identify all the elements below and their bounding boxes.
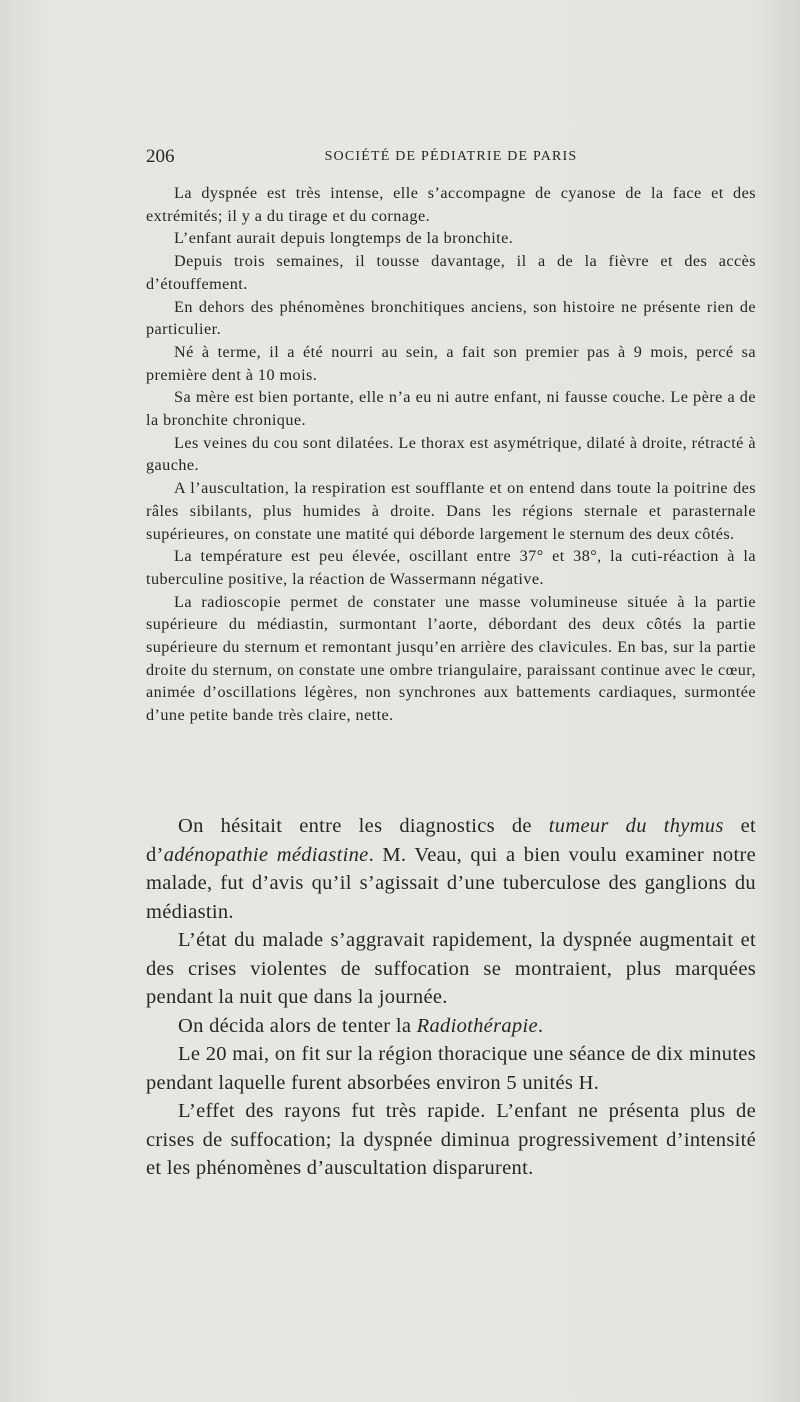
case-paragraph: La température est peu élevée, oscillant entre 37° et 38°, la cuti-réaction à la tuberculine positive, la réaction de Wassermann négative. [146, 547, 756, 588]
discussion-paragraph-diagnosis [146, 812, 756, 926]
italic-term-adenopathy: adénopathie médiastine [163, 843, 369, 866]
discussion-paragraph-treatment [146, 1012, 756, 1041]
text-run: On décida alors de tenter la [178, 1014, 417, 1037]
page-header [146, 146, 756, 172]
discussion-paragraph: L’effet des rayons fut très rapide. L’enfant ne présenta plus de crises de suffocation; la dyspnée diminua progressivement d’intensité et les phénomènes d’auscultation disparurent. [146, 1100, 756, 1179]
discussion-paragraph: Le 20 mai, on fit sur la région thoracique une séance de dix minutes pendant laquelle furent absorbées environ 5 unités H. [146, 1043, 756, 1094]
case-paragraph: La dyspnée est très intense, elle s’accompagne de cyanose de la face et des extrémités; il y a du tirage et du cornage. [146, 184, 756, 225]
running-title: SOCIÉTÉ DE PÉDIATRIE DE PARIS [324, 149, 578, 164]
case-paragraph: L’enfant aurait depuis longtemps de la bronchite. [174, 229, 514, 248]
case-observation [146, 182, 756, 727]
case-paragraph: La radioscopie permet de constater une masse volumineuse située à la partie supérieure du médiastin, surmontant l’aorte, débordant des deux côtés la partie supérieure du sternum et remontant jusqu’en arrière des clavicules. En bas, sur la partie droite du sternum, on constate une ombre triangulaire, paraissant continue avec le cœur, animée d’oscillations légères, non synchrones aux battements cardiaques, surmontée d’une petite bande très claire, nette. [146, 592, 756, 725]
case-paragraph: Les veines du cou sont dilatées. Le thorax est asymétrique, dilaté à droite, rétracté à gauche. [146, 433, 756, 475]
case-paragraph: Sa mère est bien portante, elle n’a eu ni autre enfant, ni fausse couche. Le père a de la bronchite chronique. [146, 388, 756, 430]
text-run: . M. Veau, qui a bien voulu examiner notre malade, fut d’avis qu’il s’agissait d’une tuberculose des ganglions du médiastin. [146, 843, 756, 923]
discussion-text [146, 812, 756, 1183]
discussion-paragraph: L’état du malade s’aggravait rapidement, la dyspnée augmentait et des crises violentes de suffocation se montraient, plus marquées pendant la nuit que dans la journée. [146, 929, 756, 1008]
italic-term-thymus: tumeur du thymus [548, 815, 724, 837]
case-paragraph: A l’auscultation, la respiration est soufflante et on entend dans toute la poitrine des râles sibilants, plus humides à droite. Dans les régions sternale et parasternale supérieures, on constate une matité qui déborde largement le sternum des deux côtés. [146, 479, 756, 543]
text-run: et d’ [146, 815, 757, 866]
case-paragraph: En dehors des phénomènes bronchitiques anciens, son histoire ne présente rien de particulier. [146, 297, 756, 339]
case-paragraph: Depuis trois semaines, il tousse davantage, il a de la fièvre et des accès d’étouffement. [146, 252, 756, 293]
text-run: On hésitait entre les diagnostics de [178, 815, 549, 837]
italic-term-radiotherapy: Radiothérapie [416, 1014, 538, 1037]
page-number: 206 [146, 146, 175, 167]
text-run: . [537, 1014, 544, 1037]
case-paragraph: Né à terme, il a été nourri au sein, a fait son premier pas à 9 mois, percé sa première dent à 10 mois. [146, 342, 756, 384]
